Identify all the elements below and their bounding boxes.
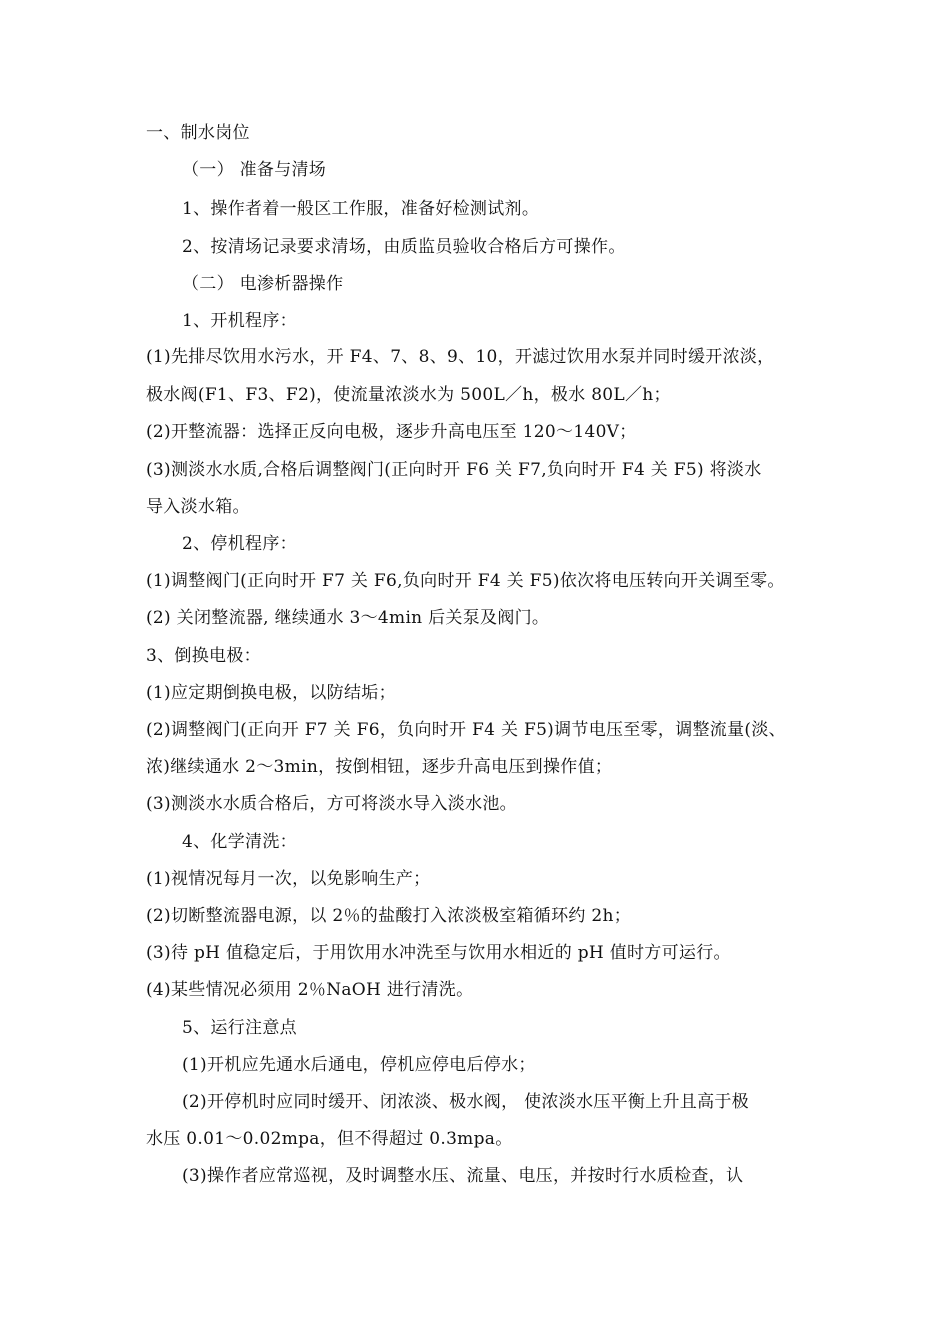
item-heading: 3、倒换电极： xyxy=(146,646,261,666)
item-heading: 4、化学清洗： xyxy=(182,832,297,852)
paragraph-line: (3)操作者应常巡视，及时调整水压、流量、电压，并按时行水质检查，认 xyxy=(182,1166,744,1186)
subsection-heading: （一） 准备与清场 xyxy=(182,160,327,180)
paragraph-line: (2)调整阀门(正向开 F7 关 F6，负向时开 F4 关 F5)调节电压至零，调整流量(淡、 xyxy=(146,720,786,740)
paragraph-line: 水压 0.01～0.02mpa，但不得超过 0.3mpa。 xyxy=(146,1129,513,1149)
paragraph-line: 极水阀(F1、F3、F2)，使流量浓淡水为 500L／h，极水 80L／h； xyxy=(146,385,671,405)
item-heading: 5、运行注意点 xyxy=(182,1018,297,1038)
subsection-heading: （二） 电渗析器操作 xyxy=(182,274,344,294)
paragraph-line: (1)先排尽饮用水污水，开 F4、7、8、9、10，开滤过饮用水泵并同时缓开浓淡， xyxy=(146,347,775,367)
paragraph-line: (3)待 pH 值稳定后，于用饮用水冲洗至与饮用水相近的 pH 值时方可运行。 xyxy=(146,943,731,963)
paragraph-line: (3)测淡水水质合格后，方可将淡水导入淡水池。 xyxy=(146,794,517,814)
paragraph-line: 1、操作者着一般区工作服，准备好检测试剂。 xyxy=(182,199,540,219)
paragraph-line: 浓)继续通水 2～3min，按倒相钮，逐步升高电压到操作值； xyxy=(146,757,613,777)
paragraph-line: (1)应定期倒换电极，以防结垢； xyxy=(146,683,396,703)
paragraph-line: 导入淡水箱。 xyxy=(146,497,250,517)
paragraph-line: (1)视情况每月一次，以免影响生产； xyxy=(146,869,431,889)
paragraph-line: (1)调整阀门(正向时开 F7 关 F6,负向时开 F4 关 F5)依次将电压转向开关调至零。 xyxy=(146,571,785,591)
paragraph-line: (1)开机应先通水后通电，停机应停电后停水； xyxy=(182,1055,536,1075)
item-heading: 2、停机程序： xyxy=(182,534,297,554)
section-heading: 一、制水岗位 xyxy=(146,123,250,143)
paragraph-line: 2、按清场记录要求清场，由质监员验收合格后方可操作。 xyxy=(182,237,626,257)
paragraph-line: (2)切断整流器电源，以 2％的盐酸打入浓淡极室箱循环约 2h； xyxy=(146,906,632,926)
paragraph-line: (2) 关闭整流器, 继续通水 3～4min 后关泵及阀门。 xyxy=(146,608,550,628)
paragraph-line: (2)开整流器：选择正反向电极，逐步升高电压至 120～140V； xyxy=(146,422,637,442)
paragraph-line: (3)测淡水水质,合格后调整阀门(正向时开 F6 关 F7,负向时开 F4 关 F5) 将淡水 xyxy=(146,460,762,480)
paragraph-line: (4)某些情况必须用 2％NaOH 进行清洗。 xyxy=(146,980,474,1000)
paragraph-line: (2)开停机时应同时缓开、闭浓淡、极水阀， 使浓淡水压平衡上升且高于极 xyxy=(182,1092,749,1112)
item-heading: 1、开机程序： xyxy=(182,311,297,331)
